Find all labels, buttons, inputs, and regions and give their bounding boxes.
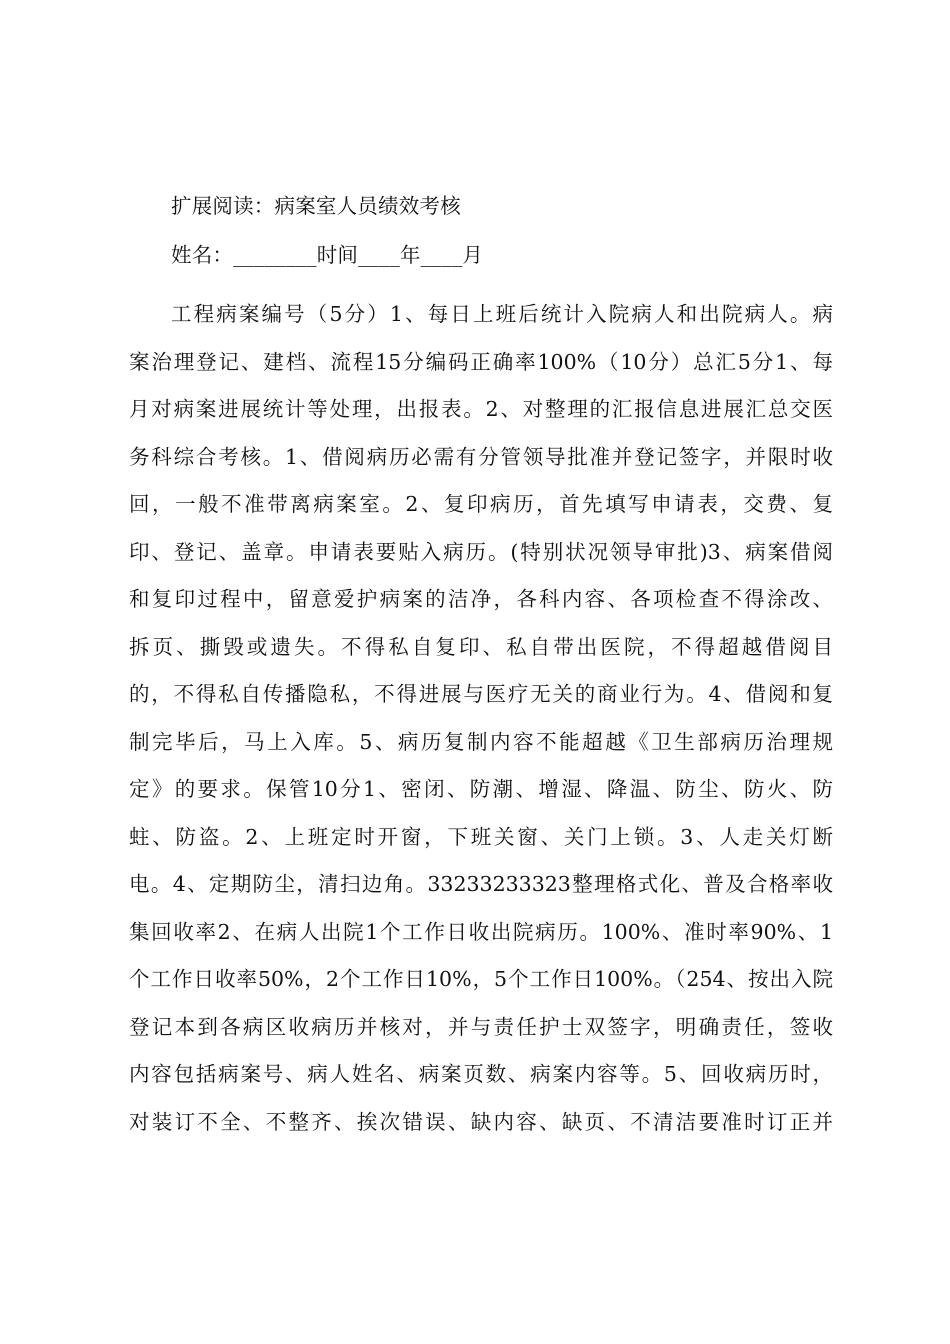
body-line: 工程病案编号（5分）1、每日上班后统计入院病人和出院病人。病 <box>171 302 833 326</box>
body-line: 登记本到各病区收病历并核对，并与责任护士双签字，明确责任，签收 <box>129 1014 833 1039</box>
body-line: 对装订不全、不整齐、挨次错误、缺内容、缺页、不清洁要准时订正并 <box>129 1109 833 1134</box>
body-line: 集回收率2、在病人出院1个工作日收出院病历。100%、准时率90%、1 <box>129 919 833 944</box>
body-line: 务科综合考核。1、借阅病历必需有分管领导批准并登记签字，并限时收 <box>129 444 833 469</box>
document-meta-line: 姓名：________时间____年____月 <box>171 243 484 267</box>
document-body <box>129 291 833 1146</box>
document-content <box>129 185 833 1146</box>
body-line: 案治理登记、建档、流程15分编码正确率100%（10分）总汇5分1、每 <box>129 349 833 374</box>
body-line: 蛀、防盗。2、上班定时开窗，下班关窗、关门上锁。3、人走关灯断 <box>129 824 833 849</box>
body-line: 制完毕后，马上入库。5、病历复制内容不能超越《卫生部病历治理规 <box>129 729 833 754</box>
body-line: 印、登记、盖章。申请表要贴入病历。(特别状况领导审批)3、病案借阅 <box>129 539 833 564</box>
body-line: 个工作日收率50%，2个工作日10%，5个工作日100%。（254、按出入院 <box>129 967 833 991</box>
body-line: 拆页、撕毁或遗失。不得私自复印、私自带出医院，不得超越借阅目 <box>129 634 833 659</box>
body-line: 回，一般不准带离病案室。2、复印病历，首先填写申请表，交费、复 <box>129 492 833 516</box>
body-line: 和复印过程中，留意爱护病案的洁净，各科内容、各项检查不得涂改、 <box>129 587 833 611</box>
body-line: 的，不得私自传播隐私，不得进展与医疗无关的商业行为。4、借阅和复 <box>129 682 833 706</box>
body-line: 内容包括病案号、病人姓名、病案页数、病案内容等。5、回收病历时， <box>129 1062 833 1086</box>
body-line: 电。4、定期防尘，清扫边角。33233233323整理格式化、普及合格率收 <box>129 872 833 896</box>
body-line: 月对病案进展统计等处理，出报表。2、对整理的汇报信息进展汇总交医 <box>129 397 833 421</box>
document-heading: 扩展阅读：病案室人员绩效考核 <box>171 194 461 218</box>
body-line: 定》的要求。保管10分1、密闭、防潮、增湿、降温、防尘、防火、防 <box>129 777 833 801</box>
